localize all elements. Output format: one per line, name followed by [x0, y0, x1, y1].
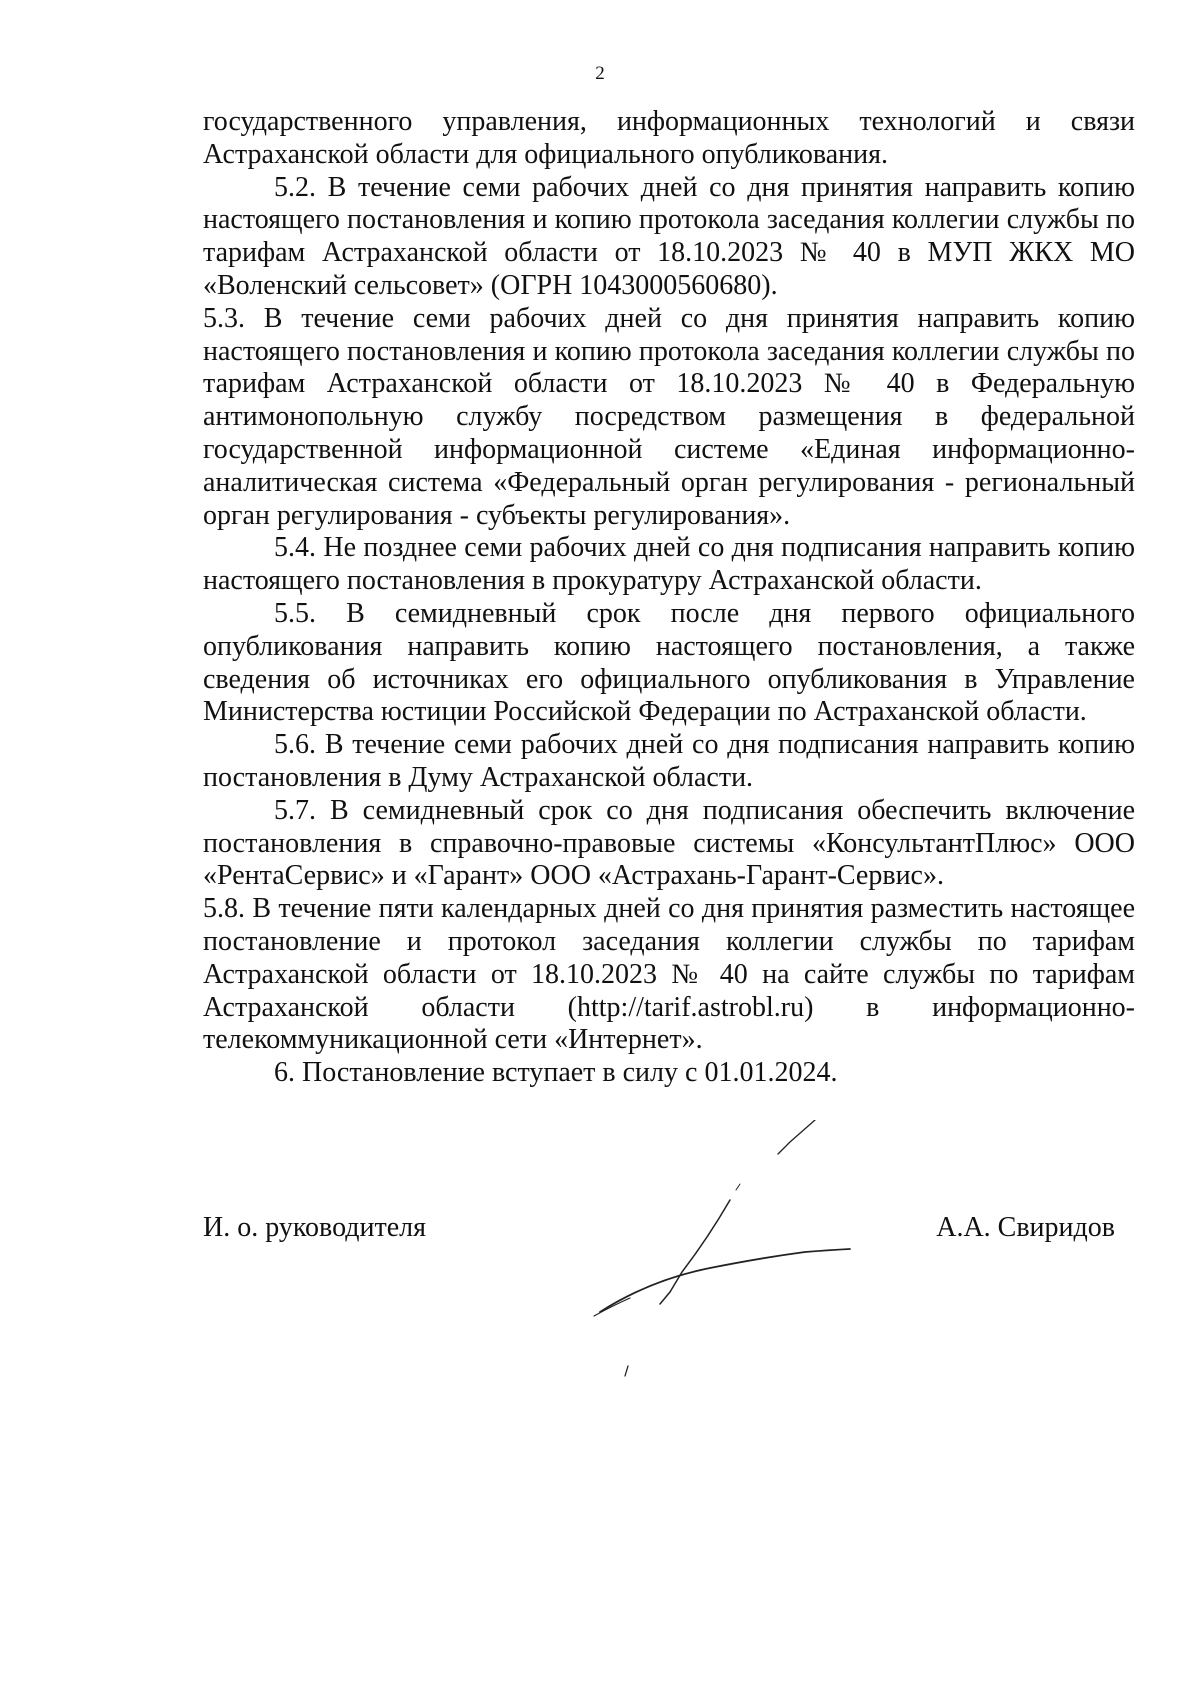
paragraph-5-8: 5.8. В течение пяти календарных дней со дня принятия разместить настоящее постановление и протокол заседания коллегии службы по тарифам Астраханской области от 18.10.2023 № 40 на сайте службы по тарифам Астраханской области (http://tarif.astrobl.ru) в информационно-телекоммуникационной сети «Интернет». — [203, 893, 1135, 1056]
signatory-name: А.А. Свиридов — [936, 1212, 1115, 1243]
signature-block — [0, 1212, 1200, 1252]
signature-stroke-dot — [736, 1184, 740, 1190]
signature-stroke-tail — [594, 1298, 630, 1316]
paragraph-5-4: 5.4. Не позднее семи рабочих дней со дня подписания направить копию настоящего постановления в прокуратуру Астраханской области. — [203, 532, 1135, 597]
paragraph-5-7: 5.7. В семидневный срок со дня подписания обеспечить включение постановления в справочно-правовые системы «КонсультантПлюс» ООО «РентаСервис» и «Гарант» ООО «Астрахань-Гарант-Сервис». — [203, 794, 1135, 892]
signatory-role: И. о. руководителя — [203, 1212, 427, 1243]
paragraph-5-6: 5.6. В течение семи рабочих дней со дня подписания направить копию постановления в Думу Астраханской области. — [203, 729, 1135, 793]
paragraph-5-2: 5.2. В течение семи рабочих дней со дня принятия направить копию настоящего постановления и копию протокола заседания коллегии службы по тарифам Астраханской области от 18.10.2023 № 40 в МУП ЖКХ МО «Воленский сельсовет» (ОГРН 1043000560680). — [203, 171, 1135, 301]
paragraph-5-3: 5.3. В течение семи рабочих дней со дня принятия направить копию настоящего постановления и копию протокола заседания коллегии службы по тарифам Астраханской области от 18.10.2023 № 40 в Федеральную антимонопольную службу посредством размещения в федеральной государственной информационной системе «Единая информационно-аналитическая система «Федеральный орган регулирования - региональный орган регулирования - субъекты регулирования». — [203, 302, 1135, 531]
paragraph-5-5: 5.5. В семидневный срок после дня первого официального опубликования направить копию настоящего постановления, а также сведения об источниках его официального опубликования в Управление Министерства юстиции Российской Федерации по Астраханской области. — [203, 597, 1135, 728]
signature-stroke-sweep — [600, 1249, 850, 1312]
paragraph-continuation: государственного управления, информационных технологий и связи Астраханской области для официального опубликования. — [203, 106, 1135, 170]
document-body — [203, 106, 1135, 1090]
signature-stroke-lower-tick — [625, 1366, 628, 1376]
signature-stroke-upper — [778, 1120, 815, 1154]
paragraph-6: 6. Постановление вступает в силу с 01.01.2024. — [274, 1057, 838, 1089]
page-number: 2 — [595, 63, 605, 84]
